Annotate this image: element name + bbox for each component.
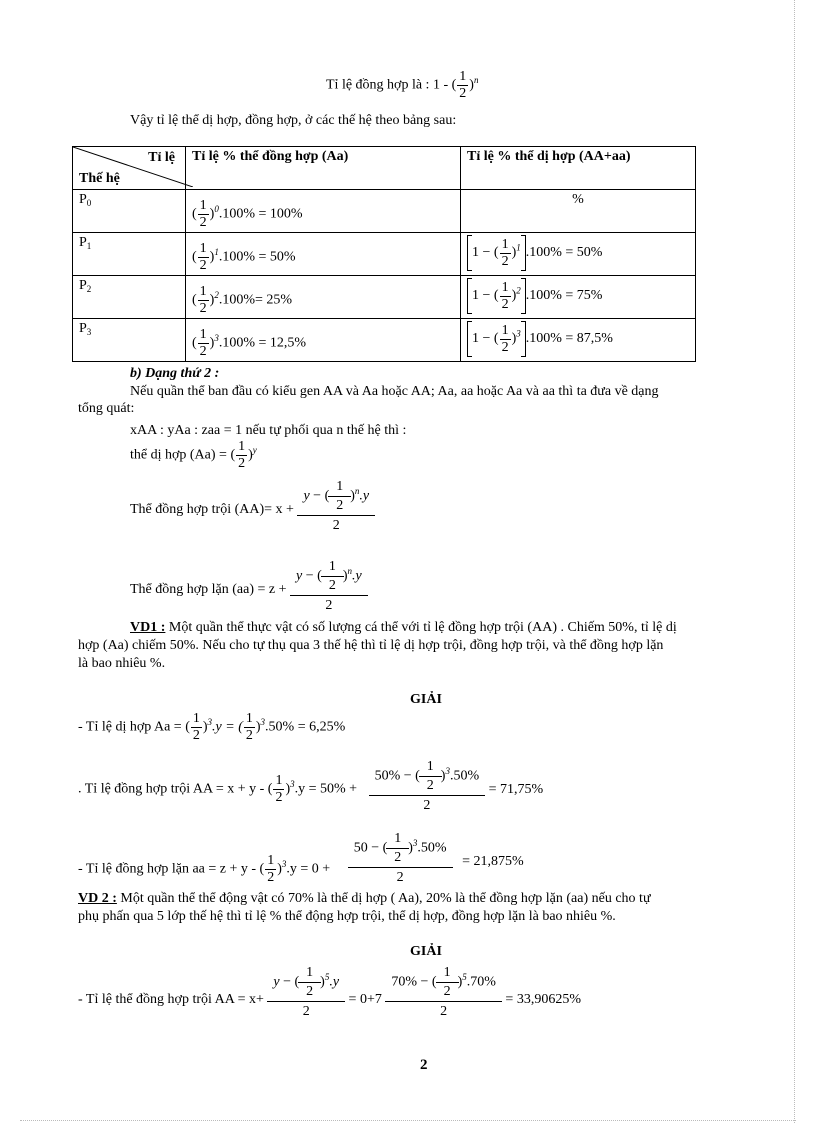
generation-cell: $P_2$ <box>73 276 186 319</box>
solution-line: . Tỉ lệ đồng hợp trội AA = x + y - ( $\frac{1}{2}$ )$^3$.y = 50% + 50% − ( $\frac{1}{2}$ )$^3$.50% 2 = 71,75% <box>78 759 544 813</box>
col1-header: Tỉ lệ % thể đồng hợp (Aa) <box>186 147 461 190</box>
margin-guide <box>794 0 795 1123</box>
heterozygous-cell: 1 − ( $\frac{1}{2}$ )$^2$ .100% = 75% <box>461 276 696 319</box>
solution-heading: GIẢI <box>410 692 442 707</box>
example-2: VD 2 : Một quần thể thể động vật có 70% là thể dị hợp ( Aa), 20% là thể đồng hợp lặn (aa) nếu cho tự <box>78 891 651 906</box>
generation-cell: $P_3$ <box>73 319 186 362</box>
solution-line: - Tỉ lệ đồng hợp lặn aa = z + y - ( $\frac{1}{2}$ )$^3$.y = 0 + 50 − ( $\frac{1}{2}$ )$^3$.50% 2 = 21,875% <box>78 831 524 885</box>
example-1-line3: là bao nhiêu %. <box>78 656 166 671</box>
table-row <box>73 233 696 276</box>
paragraph: Nếu quần thể ban đầu có kiểu gen AA và Aa hoặc AA; Aa, aa hoặc Aa và aa thì ta đưa về dạng <box>130 384 659 399</box>
page-bottom-guide <box>20 1120 796 1121</box>
intro-text: Vậy tỉ lệ thể dị hợp, đồng hợp, ở các thế hệ theo bảng sau: <box>130 113 457 128</box>
example-1: VD1 : Một quần thể thực vật có số lượng cá thể với tỉ lệ đồng hợp trội (AA) . Chiếm 50%, tỉ lệ dị <box>130 620 677 635</box>
table-row <box>73 190 696 233</box>
heterozygous-formula: thể dị hợp (Aa) = ( $\frac{1}{2}$ )$^y$ <box>130 439 257 471</box>
solution-line: - Tỉ lệ thể đồng hợp trội AA = x+ y − ( $\frac{1}{2}$ )$^5$.y 2 = 0+7 70% − ( $\frac{1}{2}$ )$^5$.70% 2 = 33,90625% <box>78 965 581 1019</box>
heterozygous-cell: 1 − ( $\frac{1}{2}$ )$^3$ .100% = 87,5% <box>461 319 696 362</box>
table-corner-cell: Tỉ lệ Thế hệ <box>73 147 186 190</box>
generation-ratio-table <box>72 146 696 362</box>
section-b-heading: b) Dạng thứ 2 : <box>130 366 220 381</box>
homozygous-cell: ( $\frac{1}{2}$ )$^2$.100%= 25% <box>186 276 461 319</box>
generation-cell: $P_1$ <box>73 233 186 276</box>
dominant-homozygous-formula: Thể đồng hợp trội (AA)= x + y − ( $\frac{1}{2}$ )$^n$.y 2 <box>130 480 375 533</box>
heterozygous-cell: % <box>461 190 696 233</box>
paragraph: xAA : yAa : zaa = 1 nếu tự phối qua n thế hệ thì : <box>130 423 407 438</box>
heterozygous-cell: 1 − ( $\frac{1}{2}$ )$^1$ .100% = 50% <box>461 233 696 276</box>
solution-heading: GIẢI <box>410 944 442 959</box>
page-number: 2 <box>420 1057 428 1073</box>
homozygous-cell: ( $\frac{1}{2}$ )$^3$.100% = 12,5% <box>186 319 461 362</box>
generation-cell: $P_0$ <box>73 190 186 233</box>
paragraph: tổng quát: <box>78 401 135 416</box>
homozygous-ratio-line: Tỉ lệ đồng hợp là : 1 - ( $\frac{1}{2}$ )$^n$ <box>326 69 479 101</box>
example-2-line2: phụ phấn qua 5 lớp thế hệ thì tỉ lệ % thể động hợp trội, thể dị hợp, đồng hợp lặn là bao nhiêu %. <box>78 909 616 924</box>
homozygous-cell: ( $\frac{1}{2}$ )$^1$.100% = 50% <box>186 233 461 276</box>
example-1-line2: hợp (Aa) chiếm 50%. Nếu cho tự thụ qua 3 thế hệ thì tỉ lệ dị hợp trội, đồng hợp trội, và thể đồng hợp lặn <box>78 638 664 653</box>
solution-line: - Tỉ lệ dị hợp Aa = ( $\frac{1}{2}$ )$^3$.y = ( $\frac{1}{2}$ )$^3$.50% = 6,25% <box>78 711 346 743</box>
fraction: $\frac{1}{2}$ <box>459 69 467 101</box>
table-row <box>73 319 696 362</box>
homozygous-cell: ( $\frac{1}{2}$ )$^0$.100% = 100% <box>186 190 461 233</box>
recessive-homozygous-formula: Thể đồng hợp lặn (aa) = z + y − ( $\frac{1}{2}$ )$^n$.y 2 <box>130 560 368 613</box>
col2-header: Tỉ lệ % thể dị hợp (AA+aa) <box>461 147 696 190</box>
table-row <box>73 276 696 319</box>
